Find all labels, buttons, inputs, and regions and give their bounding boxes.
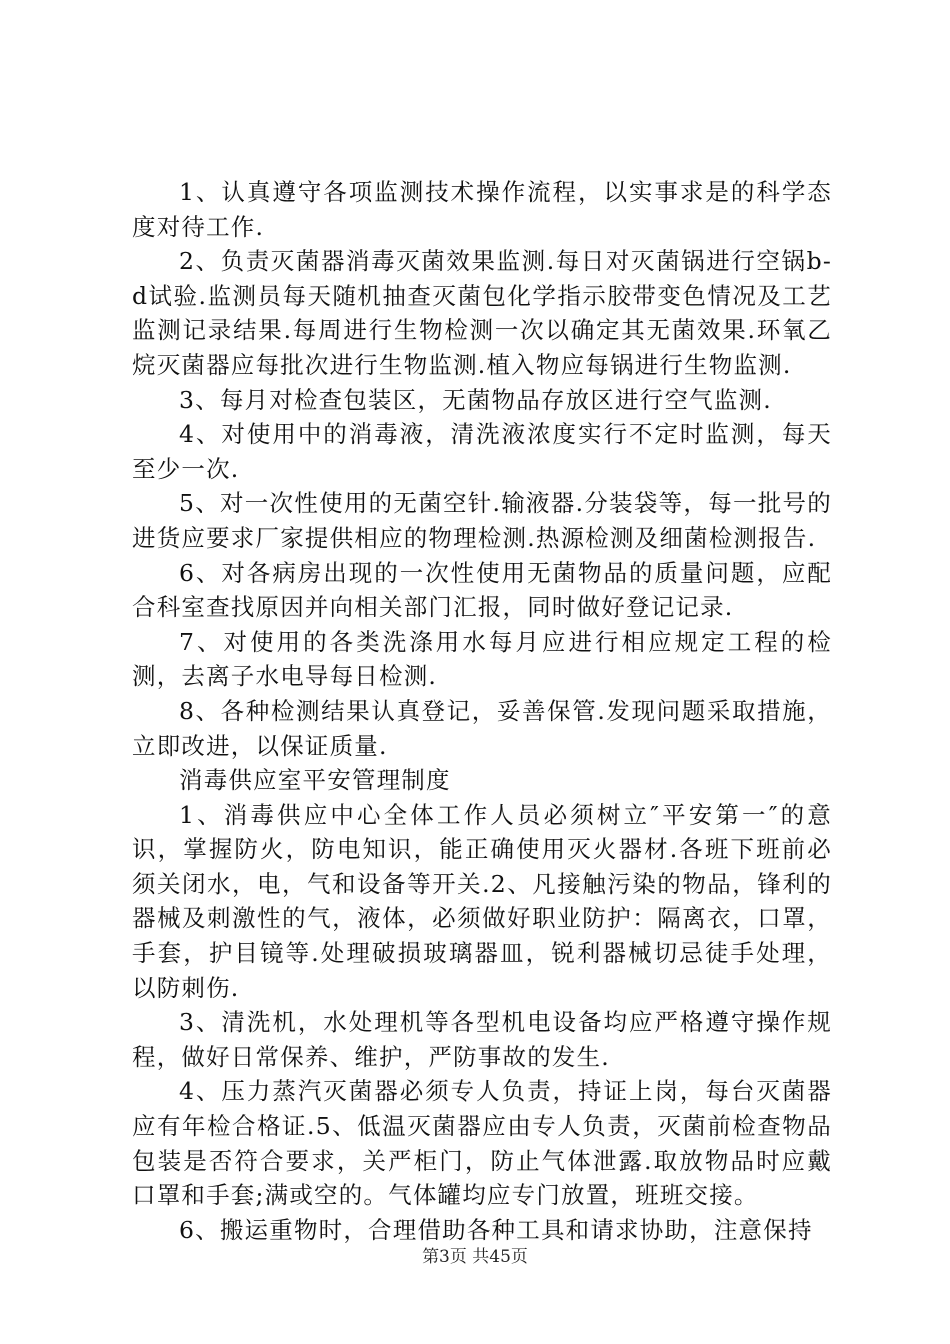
page-number-footer: 第3页 共45页	[422, 1247, 528, 1267]
paragraph-9: 1、消毒供应中心全体工作人员必须树立″平安第一″的意识，掌握防火，防电知识，能正确使用灭火器材.各班下班前必须关闭水，电，气和设备等开关.2、凡接触污染的物品，锋利的器械及刺激性的气，液体，必须做好职业防护：隔离衣，口罩，手套，护目镜等.处理破损玻璃器皿，锐利器械切忌徒手处理，以防刺伤.	[132, 800, 832, 1002]
paragraph-10: 3、清洗机，水处理机等各型机电设备均应严格遵守操作规程，做好日常保养、维护，严防事故的发生.	[132, 1008, 832, 1071]
paragraph-2: 2、负责灭菌器消毒灭菌效果监测.每日对灭菌锅进行空锅b-d试验.监测员每天随机抽查灭菌包化学指示胶带变色情况及工艺监测记录结果.每周进行生物检测一次以确定其无菌效果.环氧乙烷灭菌器应每批次进行生物监测.植入物应每锅进行生物监测.	[132, 247, 832, 379]
paragraph-1: 1、认真遵守各项监测技术操作流程，以实事求是的科学态度对待工作.	[132, 178, 832, 241]
paragraph-5: 5、对一次性使用的无菌空针.输液器.分装袋等，每一批号的进货应要求厂家提供相应的物理检测.热源检测及细菌检测报告.	[132, 489, 832, 552]
document-body	[132, 175, 832, 1247]
paragraph-4: 4、对使用中的消毒液，清洗液浓度实行不定时监测，每天至少一次.	[132, 420, 832, 483]
paragraph-11: 4、压力蒸汽灭菌器必须专人负责，持证上岗，每台灭菌器应有年检合格证.5、低温灭菌器应由专人负责，灭菌前检查物品包装是否符合要求，关严柜门，防止气体泄露.取放物品时应戴口罩和手套;满或空的。气体罐均应专门放置，班班交接。	[132, 1077, 832, 1210]
paragraph-12: 6、搬运重物时，合理借助各种工具和请求协助，注意保持	[179, 1215, 813, 1244]
section-heading: 消毒供应室平安管理制度	[179, 766, 451, 795]
paragraph-3: 3、每月对检查包装区，无菌物品存放区进行空气监测.	[179, 385, 772, 414]
paragraph-8: 8、各种检测结果认真登记，妥善保管.发现问题采取措施，立即改进，以保证质量.	[132, 696, 832, 760]
paragraph-7: 7、对使用的各类洗涤用水每月应进行相应规定工程的检测，去离子水电导每日检测.	[132, 627, 832, 691]
paragraph-6: 6、对各病房出现的一次性使用无菌物品的质量问题，应配合科室查找原因并向相关部门汇报，同时做好登记记录.	[132, 558, 832, 622]
